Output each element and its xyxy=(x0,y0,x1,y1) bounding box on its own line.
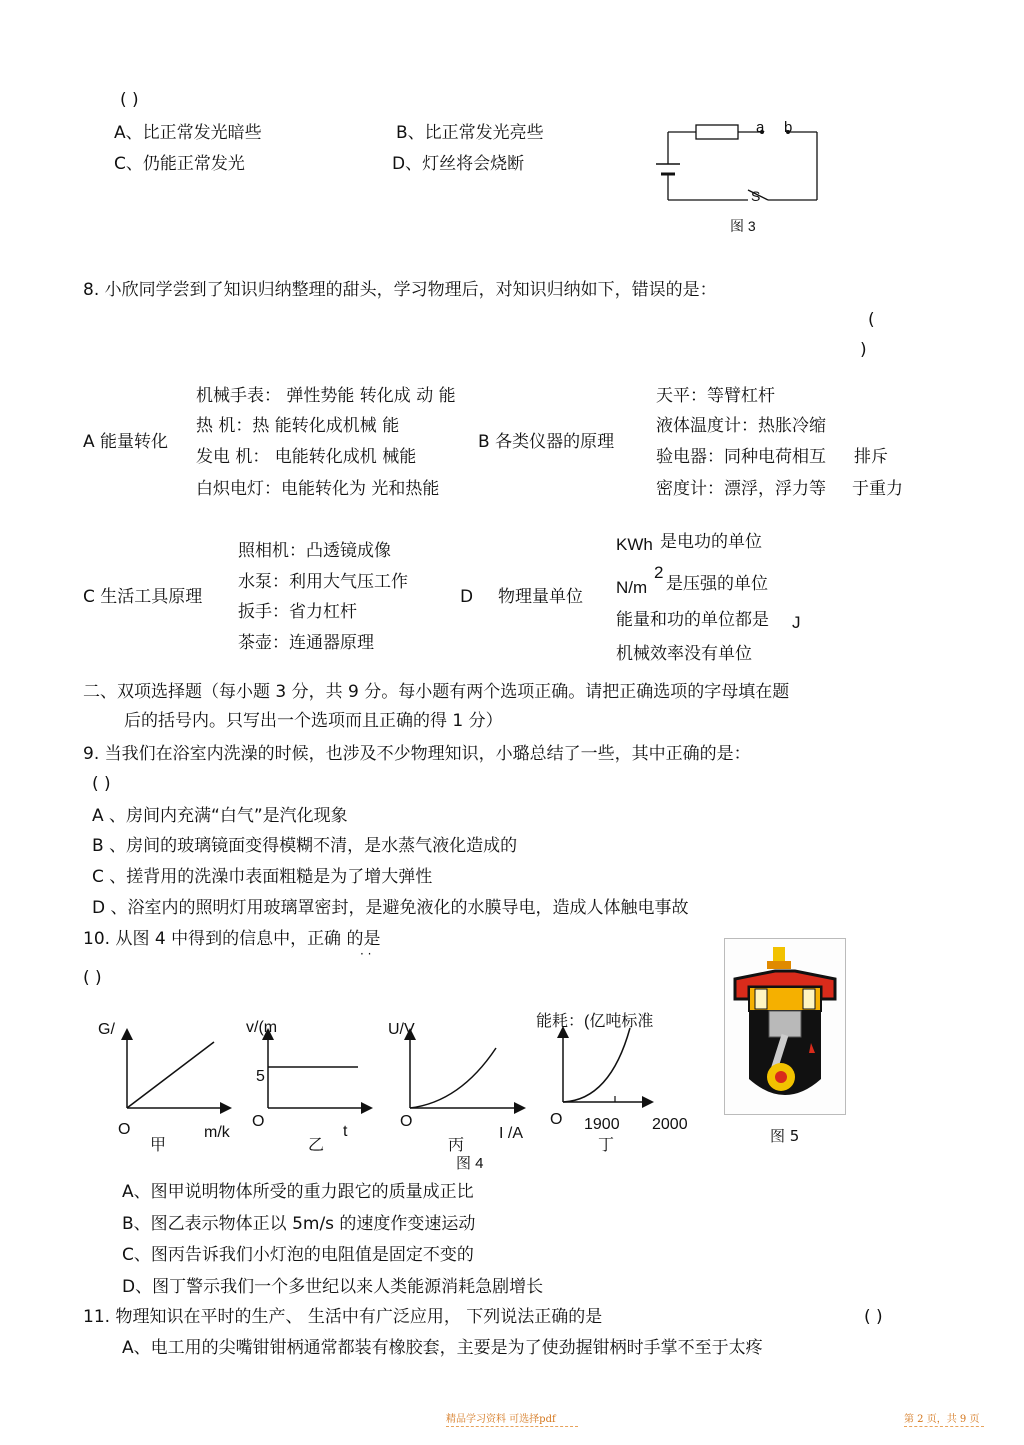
q7-answer-paren: ( ) xyxy=(120,90,139,110)
q7-option-d: D、灯丝将会烧断 xyxy=(392,154,525,174)
q10-option: C、图丙告诉我们小灯泡的电阻值是固定不变的 xyxy=(122,1245,474,1265)
q11-paren: ( ) xyxy=(864,1307,883,1327)
graph-jia-line xyxy=(127,1042,214,1108)
q8-d-label: 物理量单位 xyxy=(498,587,583,607)
graph-yi-name: 乙 xyxy=(308,1137,325,1154)
graph-yi-ylabel: v/(m xyxy=(246,1019,278,1036)
q8-d-letter: D xyxy=(460,587,474,607)
q8-b-item: 天平：等臂杠杆 xyxy=(656,386,775,406)
q8-b-item: 密度计：漂浮，浮力等 xyxy=(656,479,826,499)
footer-page-number: 第 2 页，共 9 页 xyxy=(904,1414,980,1425)
footer-left-line xyxy=(446,1426,578,1427)
graph-jia-name: 甲 xyxy=(150,1137,167,1154)
q8-stem: 8. 小欣同学尝到了知识归纳整理的甜头，学习物理后，对知识归纳如下，错误的是： xyxy=(83,280,717,300)
label-a: a xyxy=(756,119,765,136)
figure-5-engine-image xyxy=(724,938,846,1115)
fig4-caption: 图 4 xyxy=(456,1155,484,1172)
q8-paren-close: ) xyxy=(860,340,867,360)
q8-d-sup: 2 xyxy=(654,563,664,582)
q8-b-item-tail: 排斥 xyxy=(854,447,888,467)
q8-d-unit-nm: N/m xyxy=(616,578,648,597)
graph-jia xyxy=(98,1021,231,1154)
q8-c-item: 茶壶：连通器原理 xyxy=(238,633,374,653)
q8-a-item: 机械手表： 弹性势能 转化成 动 能 xyxy=(196,386,456,406)
q8-c-item: 水泵：利用大气压工作 xyxy=(238,572,408,592)
q8-a-item: 白炽电灯：电能转化为 光和热能 xyxy=(196,479,440,499)
q8-b-item: 液体温度计：热胀冷缩 xyxy=(656,416,826,436)
q8-d-unit-j: J xyxy=(792,613,801,632)
q7-option-a: A、比正常发光暗些 xyxy=(114,123,262,143)
q8-b-label: B 各类仪器的原理 xyxy=(478,432,615,452)
q7-option-c: C、仍能正常发光 xyxy=(114,154,245,174)
graph-ding xyxy=(536,1012,688,1154)
footer-left-text: 精品学习资料 可选择pdf xyxy=(446,1414,556,1425)
q9-paren: ( ) xyxy=(92,774,111,794)
q9-option: B 、房间的玻璃镜面变得模糊不清，是水蒸气液化造成的 xyxy=(92,836,518,856)
resistor-icon xyxy=(696,125,738,139)
q10-option: A、图甲说明物体所受的重力跟它的质量成正比 xyxy=(122,1182,474,1202)
graph-bing-curve xyxy=(410,1048,496,1108)
graph-ding-origin: O xyxy=(550,1111,563,1128)
graph-bing-xlabel: I /A xyxy=(499,1125,524,1142)
q8-paren-open: ( xyxy=(868,310,875,330)
q8-d-item: 是电功的单位 xyxy=(660,532,762,552)
fig3-caption: 图 3 xyxy=(730,218,756,234)
q8-a-item: 热 机：热 能转化成机械 能 xyxy=(196,416,400,436)
graph-bing-name: 丙 xyxy=(448,1137,465,1154)
q11-option-a: A、电工用的尖嘴钳钳柄通常都装有橡胶套，主要是为了使劲握钳柄时手掌不至于太疼 xyxy=(122,1338,763,1358)
q8-c-label: C 生活工具原理 xyxy=(83,587,203,607)
q8-a-item: 发电 机： 电能转化成机 械能 xyxy=(196,447,417,467)
graph-jia-ylabel: G/ xyxy=(98,1021,115,1038)
q9-option: A 、房间内充满“白气”是汽化现象 xyxy=(92,806,348,826)
q8-b-item: 验电器：同种电荷相互 xyxy=(656,447,826,467)
graph-ding-ylabel: 能耗：(亿吨标准 xyxy=(536,1013,654,1030)
label-b: b xyxy=(784,119,793,136)
q10-stem: 10. 从图 4 中得到的信息中，正确 的是 xyxy=(83,929,381,949)
q10-option: B、图乙表示物体正以 5m/s 的速度作变速运动 xyxy=(122,1214,476,1234)
figure-4-graphs xyxy=(80,1010,720,1175)
graph-bing xyxy=(388,1021,523,1154)
graph-bing-ylabel: U/V xyxy=(388,1021,415,1038)
graph-jia-xlabel: m/k xyxy=(204,1124,230,1141)
q8-c-item: 扳手：省力杠杆 xyxy=(238,602,357,622)
q10-paren: ( ) xyxy=(83,968,102,988)
graph-ding-name: 丁 xyxy=(598,1137,615,1154)
q9-option: C 、搓背用的洗澡巾表面粗糙是为了增大弹性 xyxy=(92,867,433,887)
q10-option: D、图丁警示我们一个多世纪以来人类能源消耗急剧增长 xyxy=(122,1277,544,1297)
figure-3-circuit xyxy=(650,112,830,237)
q10-emphasis-dots: · · xyxy=(360,947,372,961)
q8-d-unit-kwh: KWh xyxy=(616,535,653,554)
graph-ding-curve xyxy=(563,1028,630,1102)
graph-yi-xlabel: t xyxy=(343,1123,348,1140)
graph-ding-tick1: 1900 xyxy=(584,1116,620,1133)
q11-stem: 11. 物理知识在平时的生产、 生活中有广泛应用， 下列说法正确的是 xyxy=(83,1307,603,1327)
graph-yi xyxy=(246,1019,367,1154)
q8-d-item: 能量和功的单位都是 xyxy=(616,610,769,630)
graph-yi-tick: 5 xyxy=(256,1068,265,1085)
section-2-heading: 二、双项选择题（每小题 3 分，共 9 分。每小题有两个选项正确。请把正确选项的字母填在题 xyxy=(83,682,790,702)
fig5-caption: 图 5 xyxy=(770,1127,800,1145)
q8-a-label: A 能量转化 xyxy=(83,432,169,452)
engine-icon xyxy=(725,939,845,1114)
footer-right-line xyxy=(904,1426,984,1427)
graph-jia-origin: O xyxy=(118,1121,131,1138)
q8-c-item: 照相机：凸透镜成像 xyxy=(238,541,391,561)
q9-stem: 9. 当我们在浴室内洗澡的时候，也涉及不少物理知识，小璐总结了一些，其中正确的是： xyxy=(83,744,751,764)
q8-d-item: 机械效率没有单位 xyxy=(616,644,752,664)
q7-option-b: B、比正常发光亮些 xyxy=(396,123,544,143)
graph-yi-origin: O xyxy=(252,1113,265,1130)
graph-ding-tick2: 2000 xyxy=(652,1116,688,1133)
label-s: S xyxy=(751,188,761,204)
section-2-heading-cont: 后的括号内。只写出一个选项而且正确的得 1 分） xyxy=(124,711,503,731)
q9-option: D 、浴室内的照明灯用玻璃罩密封，是避免液化的水膜导电，造成人体触电事故 xyxy=(92,898,689,918)
graph-bing-origin: O xyxy=(400,1113,413,1130)
q8-d-item: 是压强的单位 xyxy=(666,574,768,594)
q8-b-item-tail: 于重力 xyxy=(852,479,903,499)
